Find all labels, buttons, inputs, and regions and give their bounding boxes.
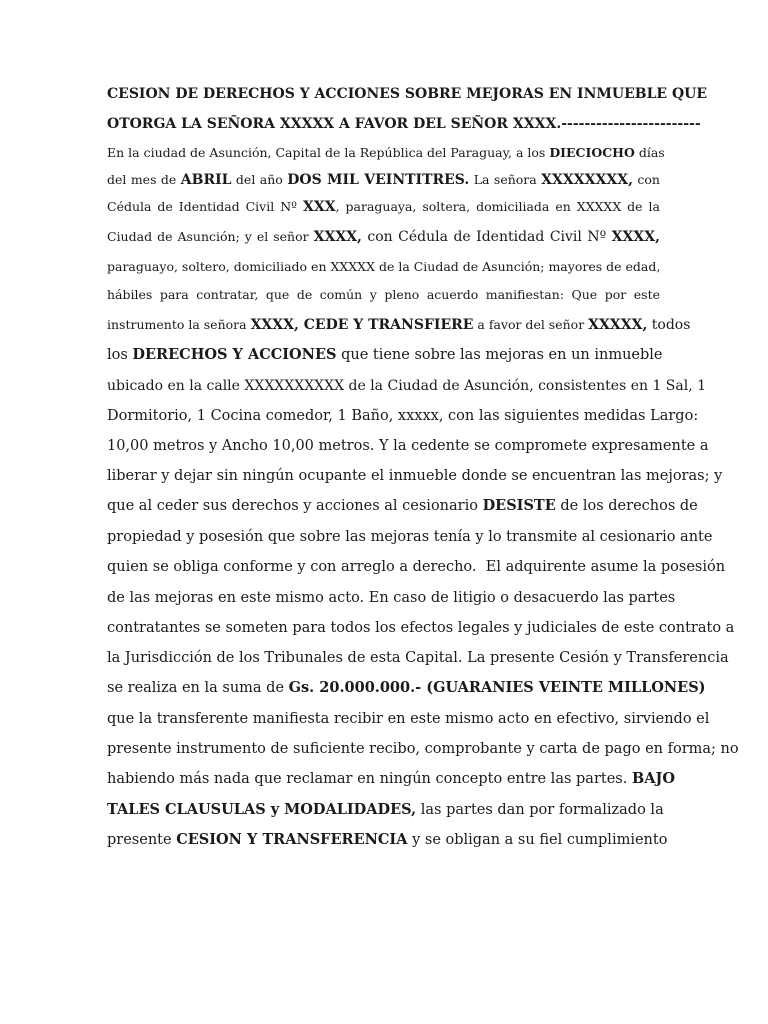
body-line-19 bbox=[107, 618, 735, 638]
bold-run: DERECHOS Y ACCIONES bbox=[132, 346, 337, 363]
bold-run: XXX bbox=[302, 199, 336, 215]
text-run: contratantes se someten para todos los efectos legales y judiciales de este contrato a bbox=[107, 620, 735, 636]
text-run: con bbox=[632, 172, 660, 187]
text-run: todos bbox=[647, 317, 691, 333]
text-run: que al ceder sus derechos y acciones al cesionario bbox=[107, 498, 483, 514]
title-line-2 bbox=[107, 114, 701, 134]
text-run: presente instrumento de suficiente recibo, comprobante y carta de pago en forma; no bbox=[107, 741, 739, 757]
bold-run: ABRIL bbox=[180, 172, 232, 188]
bold-run: XXXXX, bbox=[588, 317, 648, 333]
text-run: del año bbox=[231, 172, 288, 187]
body-line-9 bbox=[107, 315, 691, 335]
body-line-10 bbox=[107, 345, 663, 365]
body-line-13 bbox=[107, 436, 709, 456]
text-run: paraguayo, soltero, domiciliado en XXXXX de la Ciudad de Asunción; mayores de edad, bbox=[107, 259, 661, 274]
text-run: del mes de bbox=[107, 172, 181, 187]
body-line-12 bbox=[107, 406, 699, 426]
bold-run: XXXX, bbox=[313, 229, 362, 245]
bold-run: XXXXXXXX, bbox=[541, 172, 633, 188]
body-line-24 bbox=[107, 769, 675, 789]
body-line-20 bbox=[107, 648, 729, 668]
text-run: presente bbox=[107, 832, 177, 848]
text-run: Dormitorio, 1 Cocina comedor, 1 Baño, xxxxx, con las siguientes medidas Largo: bbox=[107, 408, 699, 424]
text-run: las partes dan por formalizado la bbox=[416, 802, 664, 818]
body-line-21 bbox=[107, 678, 706, 698]
text-run: y se obligan a su fiel cumplimiento bbox=[407, 832, 668, 848]
body-line-18 bbox=[107, 588, 676, 608]
text-run: La señora bbox=[469, 172, 542, 187]
text-run: se realiza en la suma de bbox=[107, 680, 289, 696]
text-run: los bbox=[107, 347, 133, 363]
text-run: de las mejoras en este mismo acto. En caso de litigio o desacuerdo las partes bbox=[107, 590, 676, 606]
text-run: instrumento la señora bbox=[107, 317, 251, 332]
body-line-23 bbox=[107, 739, 739, 759]
text-run: ubicado en la calle XXXXXXXXXX de la Ciudad de Asunción, consistentes en 1 Sal, 1 bbox=[107, 378, 707, 394]
body-line-5 bbox=[107, 197, 660, 217]
body-line-11 bbox=[107, 376, 707, 396]
body-line-14 bbox=[107, 466, 723, 486]
body-line-16 bbox=[107, 527, 713, 547]
bold-run: DESISTE bbox=[482, 497, 556, 514]
bold-run: BAJO bbox=[631, 770, 675, 787]
text-run: hábiles para contratar, que de común y pleno acuerdo manifiestan: Que por este bbox=[107, 287, 660, 302]
text-run: Ciudad de Asunción; y el señor bbox=[107, 229, 314, 244]
bold-run: CESION Y TRANSFERENCIA bbox=[176, 831, 408, 848]
body-line-8 bbox=[107, 285, 660, 305]
body-line-3 bbox=[107, 143, 665, 163]
bold-run: XXXX, bbox=[611, 229, 660, 245]
text-run: liberar y dejar sin ningún ocupante el inmueble donde se encuentran las mejoras; y bbox=[107, 468, 723, 484]
text-run: quien se obliga conforme y con arreglo a derecho. El adquirente asume la posesión bbox=[107, 559, 726, 575]
text-run: con Cédula de Identidad Civil Nº bbox=[361, 229, 612, 245]
bold-run: Gs. 20.000.000.- (GUARANIES VEINTE MILLONES) bbox=[288, 679, 706, 696]
text-run: 10,00 metros y Ancho 10,00 metros. Y la cedente se compromete expresamente a bbox=[107, 438, 709, 454]
title-text-1: CESION DE DERECHOS Y ACCIONES SOBRE MEJORAS EN INMUEBLE QUE bbox=[107, 86, 708, 102]
body-line-7 bbox=[107, 257, 660, 277]
body-line-25 bbox=[107, 800, 664, 820]
title-text-2: OTORGA LA SEÑORA XXXXX A FAVOR DEL SEÑOR XXXX.------------------------ bbox=[107, 116, 701, 132]
text-run: Cédula de Identidad Civil Nº bbox=[107, 199, 303, 214]
body-line-6 bbox=[107, 227, 660, 247]
body-line-4 bbox=[107, 170, 660, 190]
body-line-15 bbox=[107, 496, 698, 516]
text-run: a favor del señor bbox=[473, 317, 589, 332]
bold-run: DIECIOCHO bbox=[549, 145, 635, 160]
text-run: En la ciudad de Asunción, Capital de la República del Paraguay, a los bbox=[107, 145, 550, 160]
body-line-17 bbox=[107, 557, 726, 577]
text-run: propiedad y posesión que sobre las mejoras tenía y lo transmite al cesionario ante bbox=[107, 529, 713, 545]
bold-run: DOS MIL VEINTITRES. bbox=[287, 172, 470, 188]
text-run: que tiene sobre las mejoras en un inmueble bbox=[336, 347, 663, 363]
text-run: , paraguaya, soltera, domiciliada en XXXXX de la bbox=[335, 199, 660, 214]
text-run: de los derechos de bbox=[555, 498, 698, 514]
title-line-1 bbox=[107, 84, 708, 104]
text-run: que la transferente manifiesta recibir en este mismo acto en efectivo, sirviendo el bbox=[107, 711, 710, 727]
text-run: habiendo más nada que reclamar en ningún concepto entre las partes. bbox=[107, 771, 632, 787]
body-line-26 bbox=[107, 830, 668, 850]
bold-run: XXXX, CEDE Y TRANSFIERE bbox=[250, 317, 474, 333]
body-line-22 bbox=[107, 709, 710, 729]
bold-run: TALES CLAUSULAS y MODALIDADES, bbox=[107, 801, 417, 818]
text-run: la Jurisdicción de los Tribunales de esta Capital. La presente Cesión y Transferencia bbox=[107, 650, 729, 666]
text-run: días bbox=[634, 145, 665, 160]
